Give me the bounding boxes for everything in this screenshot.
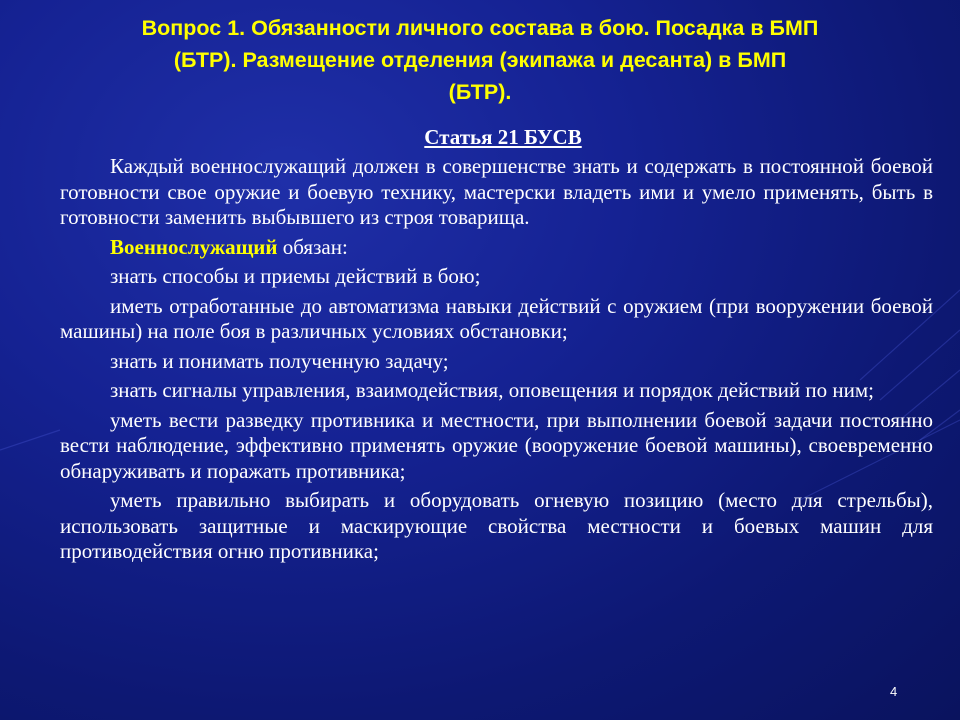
- article-heading: Статья 21 БУСВ: [424, 125, 582, 149]
- duty-item: уметь вести разведку противника и местности, при выполнении боевой задачи постоянно вести наблюдение, эффективно применять оружие (вооружение боевой машины), своевременно обнаруживать и поражать противника;: [60, 407, 933, 483]
- slide-title-line: (БТР). Размещение отделения (экипажа и десанта) в БМП: [173, 48, 787, 72]
- duty-item: знать способы и приемы действий в бою;: [110, 264, 481, 288]
- obliged-line: [60, 235, 933, 261]
- slide-title: [40, 12, 920, 108]
- duty-item: знать и понимать полученную задачу;: [110, 348, 449, 373]
- duty-item: иметь отработанные до автоматизма навыки действий с оружием (при вооружении боевой машины) на поле боя в различных условиях обстановки;: [60, 293, 933, 343]
- article-body: [60, 154, 933, 569]
- intro-paragraph: Каждый военнослужащий должен в совершенстве знать и содержать в постоянной боевой готовности свое оружие и боевую технику, мастерски владеть ими и умело применять, быть в готовности заменить выбывшего из строя товарища.: [60, 154, 933, 229]
- duty-item: знать сигналы управления, взаимодействия, оповещения и порядок действий по ним;: [110, 378, 874, 402]
- slide-title-line: (БТР).: [448, 80, 512, 104]
- slide-title-line: Вопрос 1. Обязанности личного состава в бою. Посадка в БМП: [141, 16, 819, 40]
- duty-item: уметь правильно выбирать и оборудовать огневую позицию (место для стрельбы), использовать защитные и маскирующие свойства местности и боевых машин для противодействия огню противника;: [60, 488, 933, 563]
- page-number: 4: [890, 684, 898, 699]
- obliged-text: обязан:: [277, 234, 348, 259]
- highlighted-term: Военнослужащий: [110, 234, 278, 259]
